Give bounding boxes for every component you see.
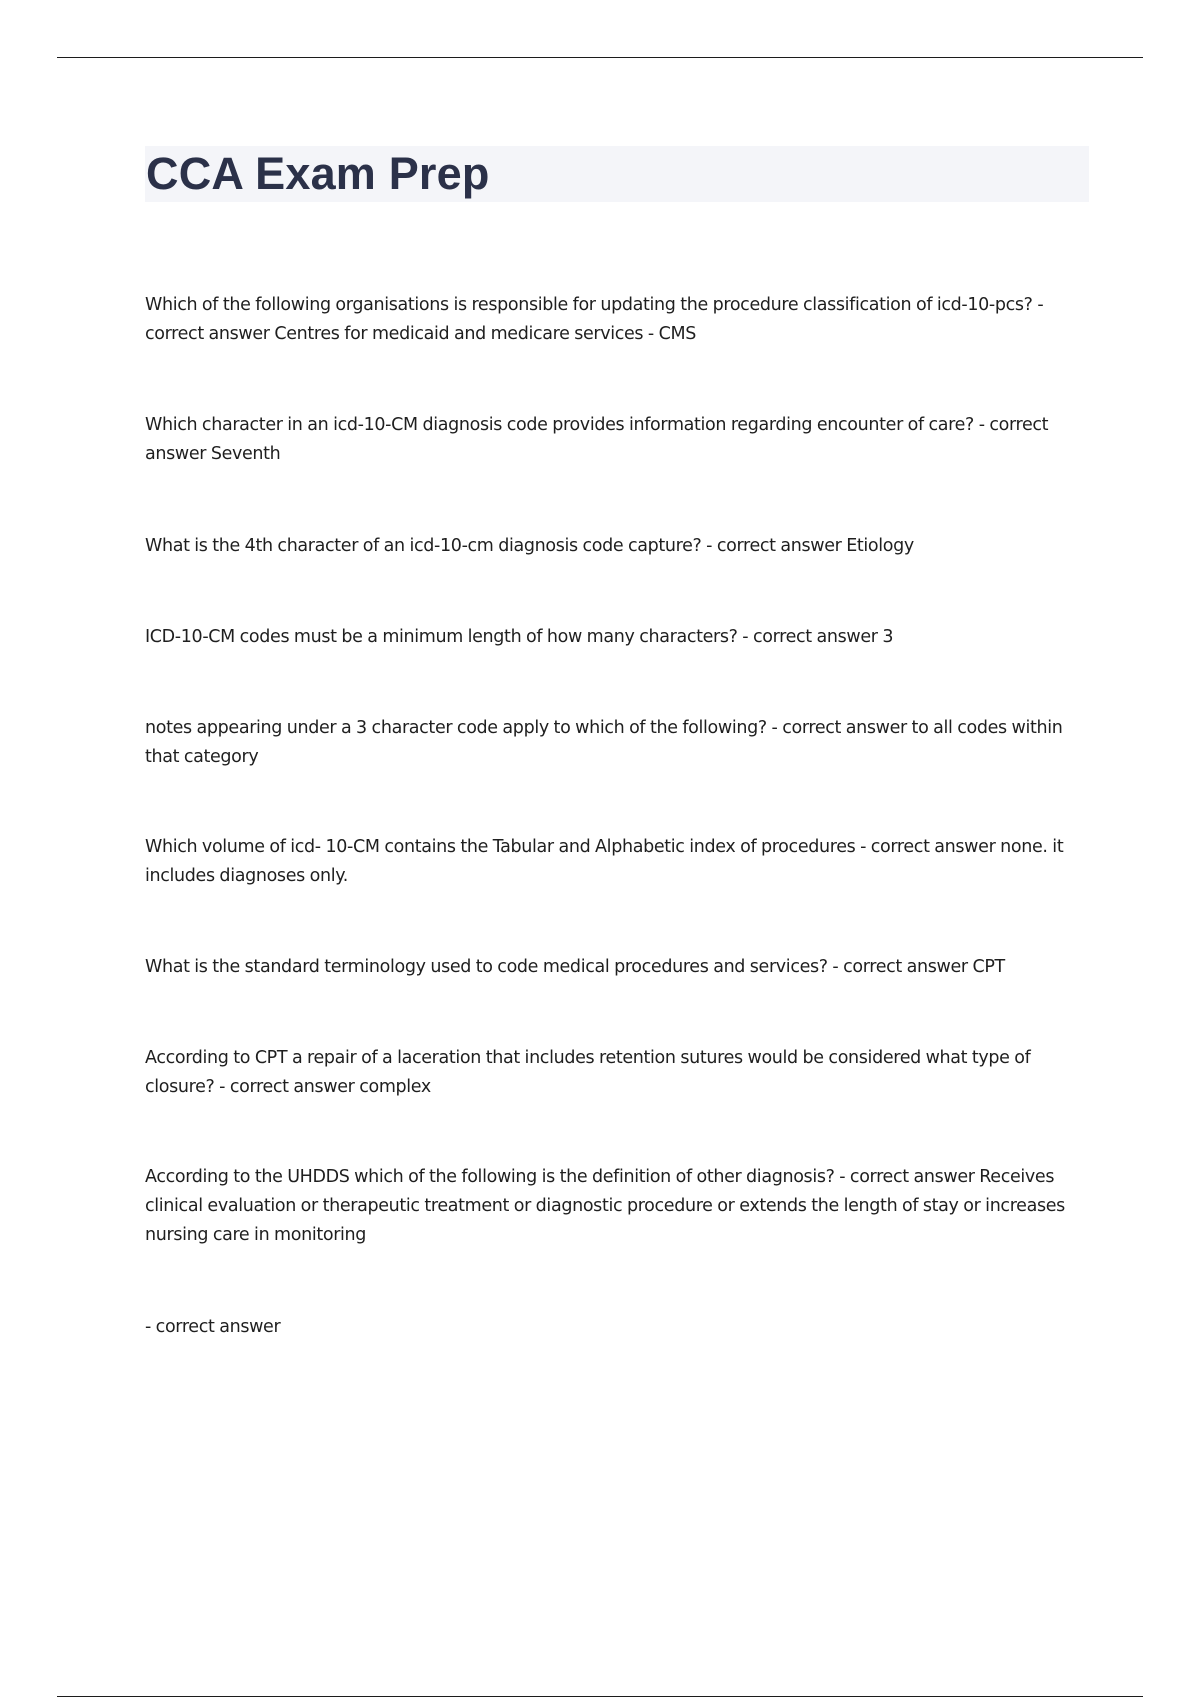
- qa-item: Which volume of icd- 10-CM contains the Tabular and Alphabetic index of procedures - correct answer none. it includes diagnoses only.: [145, 837, 1064, 886]
- page-title: CCA Exam Prep: [146, 148, 490, 199]
- top-divider: [57, 57, 1143, 58]
- qa-item: ICD-10-CM codes must be a minimum length of how many characters? - correct answer 3: [145, 627, 894, 647]
- qa-item: What is the 4th character of an icd-10-cm diagnosis code capture? - correct answer Etiology: [145, 536, 914, 556]
- qa-item: - correct answer: [145, 1317, 281, 1337]
- qa-item: According to CPT a repair of a laceration that includes retention sutures would be considered what type of closure? - correct answer complex: [145, 1048, 1031, 1097]
- qa-item: Which of the following organisations is responsible for updating the procedure classification of icd-10-pcs? - correct answer Centres for medicaid and medicare services - CMS: [145, 295, 1044, 344]
- qa-item: notes appearing under a 3 character code apply to which of the following? - correct answer to all codes within that category: [145, 718, 1063, 767]
- bottom-divider: [57, 1696, 1143, 1697]
- qa-item: According to the UHDDS which of the following is the definition of other diagnosis? - correct answer Receives clinical evaluation or therapeutic treatment or diagnostic procedure or extends the length of stay or increases nursing care in monitoring: [145, 1167, 1065, 1245]
- qa-item: What is the standard terminology used to code medical procedures and services? - correct answer CPT: [145, 957, 1005, 977]
- qa-item: Which character in an icd-10-CM diagnosis code provides information regarding encounter of care? - correct answer Seventh: [145, 415, 1049, 464]
